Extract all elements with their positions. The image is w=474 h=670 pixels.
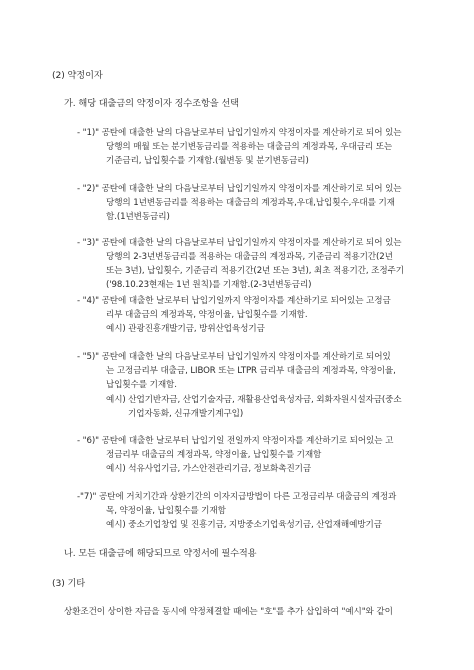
item-line: 리부 대출금의 계정과목, 약정이율, 납입횟수를 기재함.: [106, 310, 308, 320]
item-line: 예시) 산업기반자금, 산업기술자금, 재활용산업육성자금, 외화자원시설자금(중소: [106, 395, 402, 405]
item-line: 당행의 2-3년변동금리를 적용하는 대출금의 계정과목, 기준금리 적용기간(2년: [106, 252, 393, 262]
subsection-ga: 가. 해당 대출금의 약정이자 징수조항을 선택: [64, 98, 239, 109]
item-line: - "4)" 공탄에 대출한 날로부터 납입기일까지 약정이자를 계산하기로 되어있는 고정금: [77, 296, 391, 306]
section-heading-other: (3) 기타: [52, 578, 86, 589]
item-line: 당행의 매월 또는 분기변동금리를 적용하는 대출금의 계정과목, 우대금리 또는: [106, 142, 393, 152]
item-line: - "1)" 공탄에 대출한 날의 다음날로부터 납입기일까지 약정이자를 계산하기로 되어 있는: [77, 128, 402, 138]
item-line: 또는 3년), 납입횟수, 기준금리 적용기간(2년 또는 3년), 최초 적용기간, 조정주기: [106, 266, 404, 276]
subsection-na: 나. 모든 대출금에 해당되므로 약정서에 필수적용: [64, 548, 257, 559]
body-text: 상환조건이 상이한 자금을 동시에 약정체결할 때에는 "호"를 추가 삽입하여 "예시"와 같이: [64, 607, 393, 617]
item-line: 기업자동화, 신규개발기계구입): [128, 409, 244, 419]
item-line: 함.(1년변동금리): [106, 212, 170, 222]
section-heading: (2) 약정이자: [52, 70, 103, 81]
item-line: - "5)" 공탄에 대출한 날의 다음날로부터 납입기일까지 약정이자를 계산하기로 되어있: [77, 352, 391, 362]
item-line: 기준금리, 납입횟수를 기재함.(월변동 및 분기변동금리): [106, 156, 309, 166]
item-line: 예시) 관광진흥개발기금, 방위산업육성기금: [106, 324, 265, 334]
item-line: - "6)" 공탄에 대출한 날로부터 납입기일 전일까지 약정이자를 계산하기로 되어있는 고: [77, 436, 394, 446]
item-line: 당행의 1년변동금리를 적용하는 대출금의 계정과목,우대,납입횟수,우대를 기재: [106, 198, 395, 208]
item-line: 예시) 중소기업창업 및 진흥기금, 지방중소기업육성기금, 산업재해예방기금: [106, 520, 382, 530]
item-line: -"7)" 공탄에 거치기간과 상환기간의 이자지급방법이 다른 고정금리부 대출금의 계정과: [77, 492, 397, 502]
item-line: 예시) 석유사업기금, 가스안전관리기금, 정보화촉진기금: [106, 464, 312, 474]
item-line: - "2)" 공탄에 대출한 날의 다음날로부터 납입기일까지 약정이자를 계산하기로 되어 있는: [77, 184, 402, 194]
item-line: 는 고정금리부 대출금, LIBOR 또는 LTPR 금리부 대출금의 계정과목, 약정이율,: [106, 366, 396, 376]
item-line: 목, 약정이율, 납입횟수를 기재함: [106, 506, 226, 516]
item-line: 정금리부 대출금의 계정과목, 약정이율, 납입횟수를 기재함: [106, 450, 322, 460]
item-line: ('98.10.23현재는 1년 원칙)를 기재함.(2-3년변동금리): [106, 280, 312, 290]
item-line: - "3)" 공탄에 대출한 날의 다음날로부터 납입기일까지 약정이자를 계산하기로 되어 있는: [77, 238, 402, 248]
item-line: 납입횟수를 기재함.: [106, 380, 177, 390]
